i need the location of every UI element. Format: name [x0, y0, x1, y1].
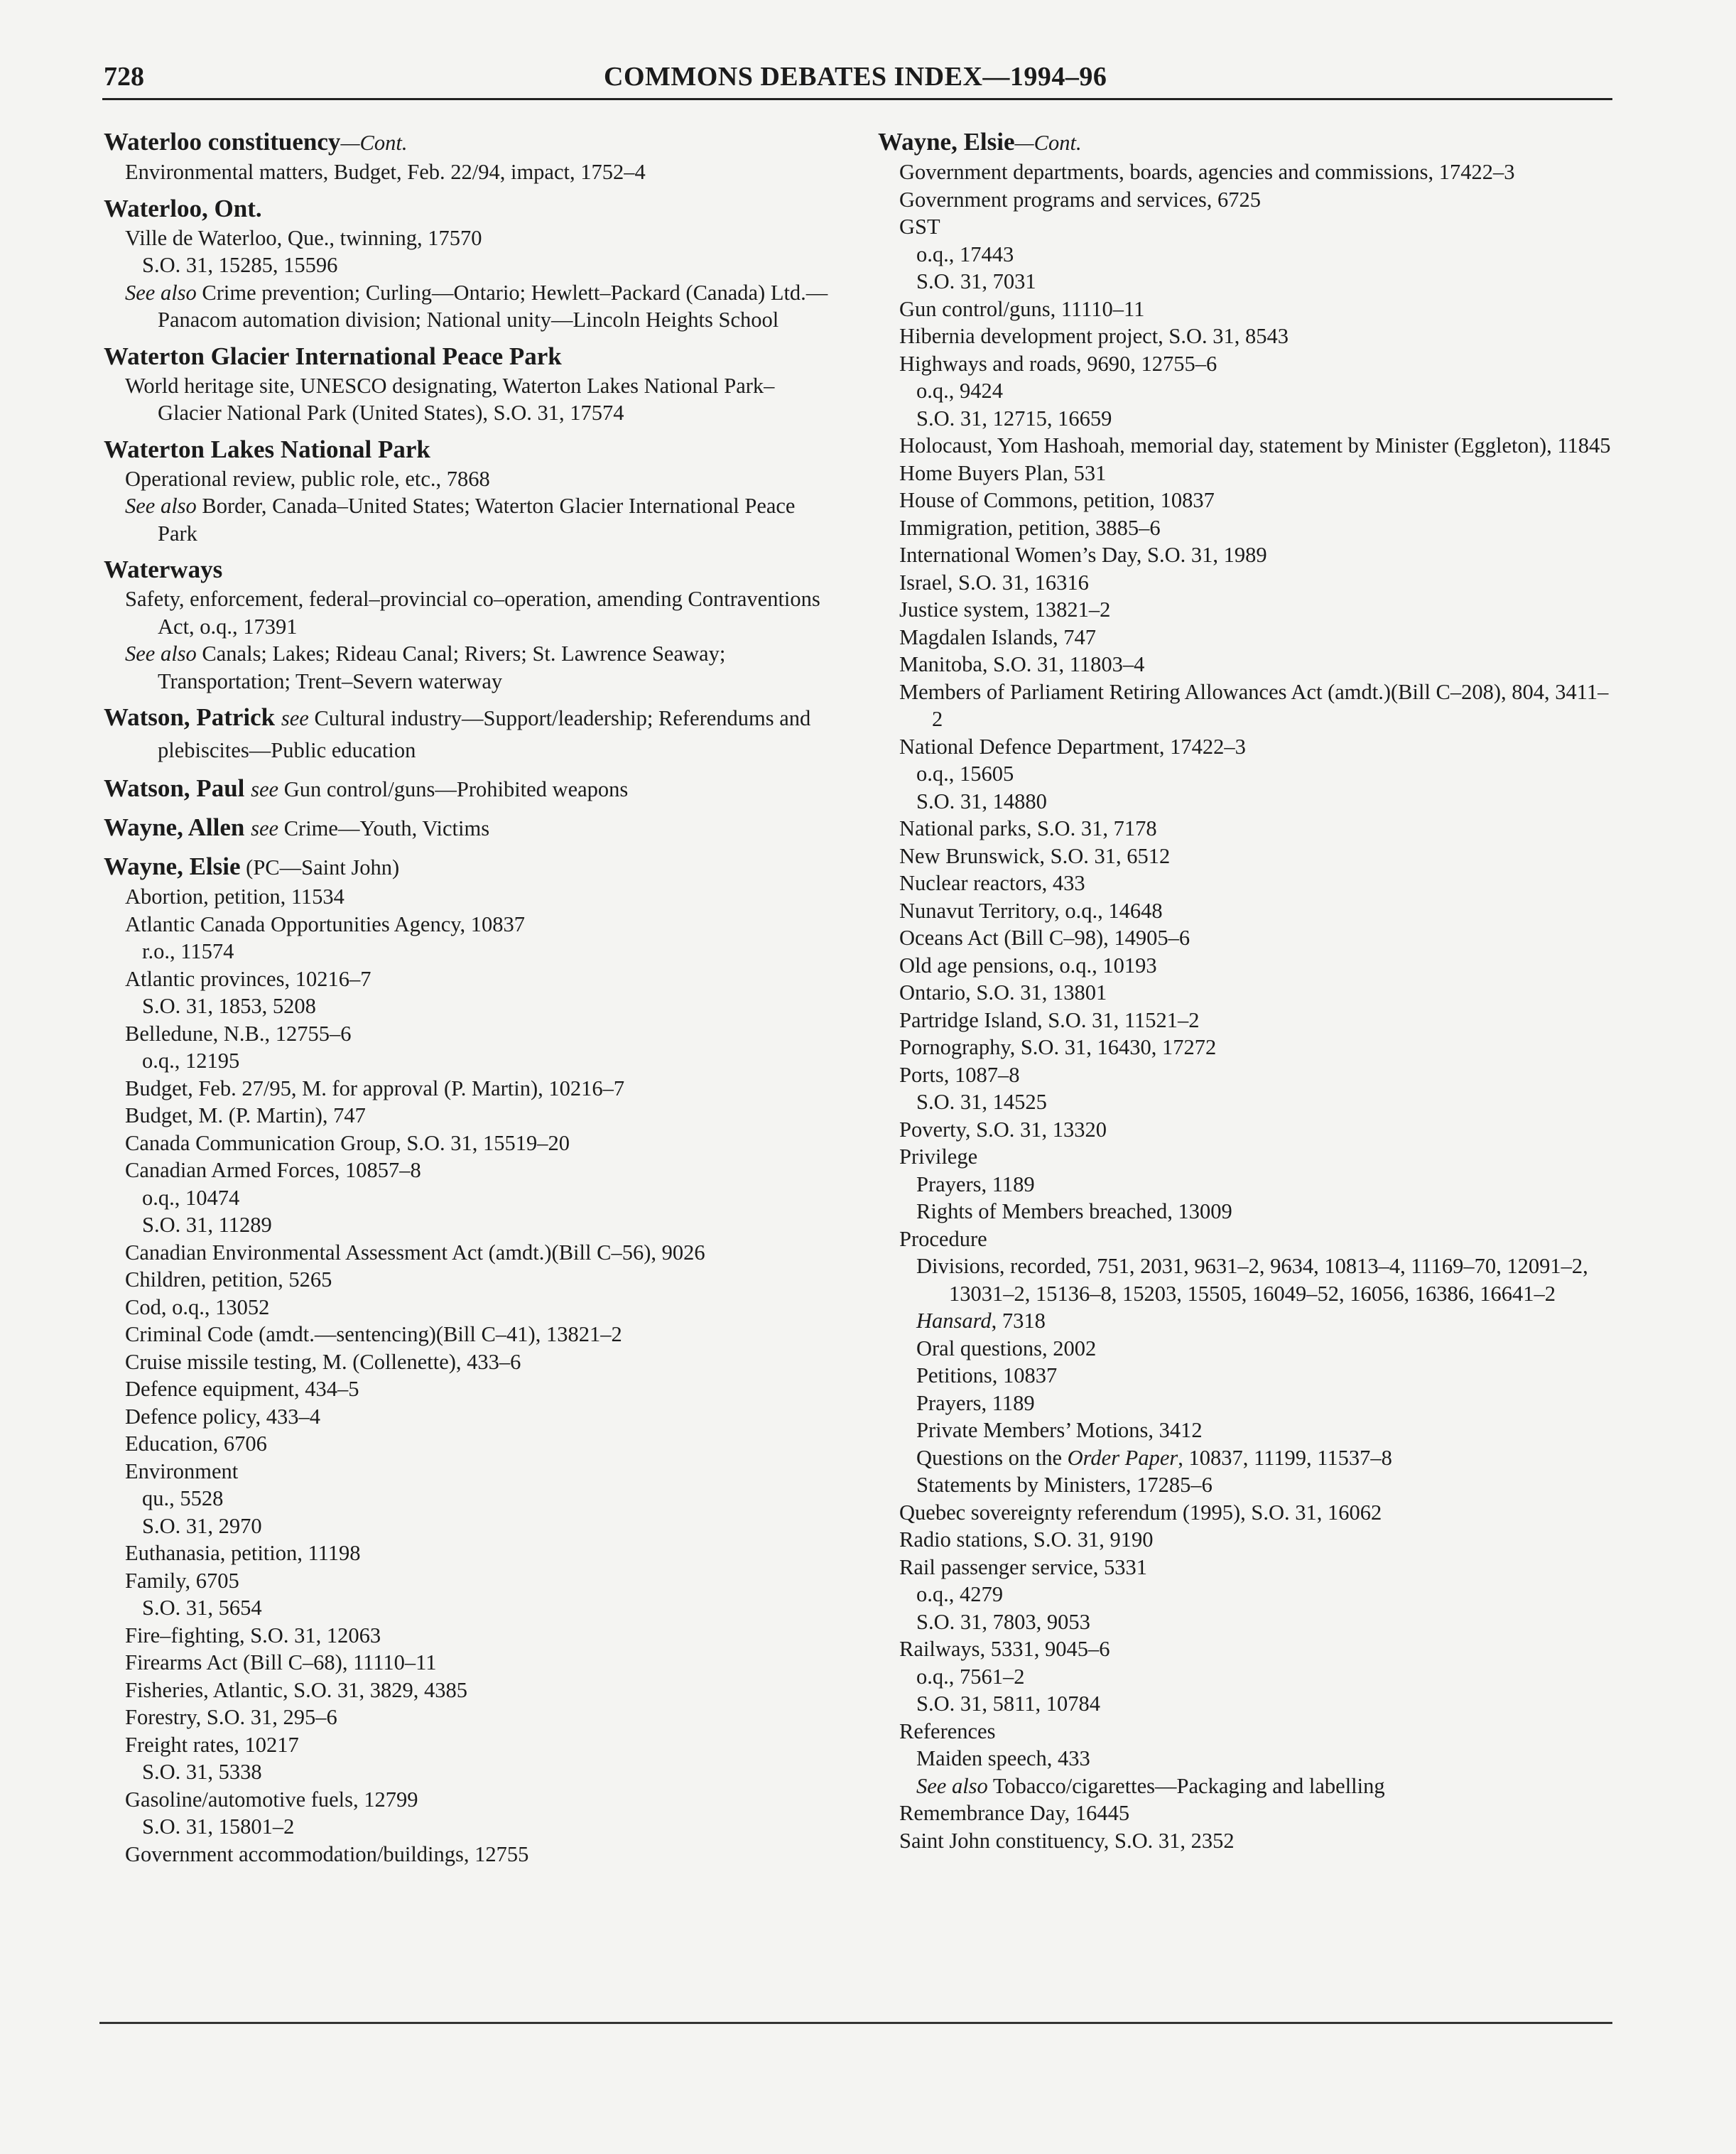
subentry: References — [899, 1719, 996, 1743]
subentry: S.O. 31, 7803, 9053 — [916, 1609, 1090, 1634]
subentry: Rights of Members breached, 13009 — [916, 1199, 1232, 1223]
entry-heading: Waterways — [104, 556, 223, 583]
subentry: Abortion, petition, 11534 — [125, 884, 345, 909]
see-also-label: See also — [125, 642, 197, 666]
right-column — [878, 126, 1617, 1854]
subentry: Highways and roads, 9690, 12755–6 — [899, 351, 1217, 376]
entry-watson-patrick — [104, 702, 835, 766]
see-text: Cultural industry—Support/leadership; Referendums and plebiscites—Public education — [158, 706, 811, 762]
subentry: Family, 6705 — [125, 1568, 239, 1593]
subentry: Cod, o.q., 13052 — [125, 1294, 270, 1319]
entry-heading: Watson, Paul — [104, 774, 245, 802]
subentry: o.q., 15605 — [916, 762, 1014, 786]
see-label: see — [251, 777, 279, 801]
entry-waterton-lakes — [104, 434, 835, 548]
subentry: World heritage site, UNESCO designating, Waterton Lakes National Park–Glacier National Park (United States), S.O. 31, 17574 — [125, 373, 775, 425]
subentry-text: Questions on the — [916, 1445, 1068, 1470]
see-also-text: Tobacco/cigarettes—Packaging and labelling — [987, 1773, 1385, 1798]
page-number: 728 — [104, 62, 144, 92]
subentry: Oral questions, 2002 — [916, 1336, 1097, 1360]
subentry: Old age pensions, o.q., 10193 — [899, 953, 1157, 978]
subentry: Government departments, boards, agencies and commissions, 17422–3 — [899, 160, 1515, 184]
subentry: Pornography, S.O. 31, 16430, 17272 — [899, 1035, 1217, 1059]
subentry: Atlantic Canada Opportunities Agency, 10837 — [125, 911, 525, 936]
subentry: Environmental matters, Budget, Feb. 22/94, impact, 1752–4 — [125, 160, 646, 184]
subentry: Holocaust, Yom Hashoah, memorial day, statement by Minister (Eggleton), 11845 — [899, 433, 1611, 458]
entry-waterloo-ont — [104, 193, 835, 334]
subentry: Rail passenger service, 5331 — [899, 1554, 1147, 1579]
entry-heading: Wayne, Elsie — [104, 853, 241, 880]
see-label: see — [251, 816, 279, 840]
subentry: Petitions, 10837 — [916, 1363, 1058, 1387]
see-also-reference — [104, 640, 835, 695]
subentry: Cruise missile testing, M. (Collenette), 433–6 — [125, 1349, 521, 1374]
see-also-reference — [878, 1773, 1617, 1800]
subentry: National Defence Department, 17422–3 — [899, 734, 1246, 759]
see-also-text: Crime prevention; Curling—Ontario; Hewlett–Packard (Canada) Ltd.—Panacom automation division; National unity—Lincoln Heights School — [158, 280, 828, 332]
see-label: see — [281, 706, 309, 730]
entry-wayne-elsie — [104, 851, 835, 1868]
see-also-label: See also — [125, 494, 197, 518]
subentry — [878, 1307, 1617, 1335]
subentry: Radio stations, S.O. 31, 9190 — [899, 1527, 1154, 1552]
subentry: Canadian Armed Forces, 10857–8 — [125, 1158, 421, 1182]
subentry: Nunavut Territory, o.q., 14648 — [899, 898, 1163, 923]
subentry: Euthanasia, petition, 11198 — [125, 1541, 361, 1565]
subentry: Atlantic provinces, 10216–7 — [125, 966, 371, 991]
subentry: International Women’s Day, S.O. 31, 1989 — [899, 543, 1267, 567]
subentry: Nuclear reactors, 433 — [899, 871, 1085, 895]
subentry: Statements by Ministers, 17285–6 — [916, 1473, 1213, 1497]
subentry: S.O. 31, 15801–2 — [142, 1814, 295, 1839]
subentry: S.O. 31, 14880 — [916, 789, 1047, 813]
subentry: Government accommodation/buildings, 12755 — [125, 1841, 529, 1866]
subentry: Criminal Code (amdt.—sentencing)(Bill C–41), 13821–2 — [125, 1322, 622, 1346]
footer-rule — [99, 2022, 1612, 2024]
subentry: Oceans Act (Bill C–98), 14905–6 — [899, 926, 1190, 950]
subentry: Education, 6706 — [125, 1432, 267, 1456]
subentry: Prayers, 1189 — [916, 1171, 1035, 1196]
subentry: Gasoline/automotive fuels, 12799 — [125, 1787, 418, 1812]
subentry: Defence policy, 433–4 — [125, 1404, 320, 1429]
subentry: GST — [899, 215, 940, 239]
subentry: Forestry, S.O. 31, 295–6 — [125, 1705, 337, 1729]
subentry: Budget, Feb. 27/95, M. for approval (P. Martin), 10216–7 — [125, 1076, 625, 1100]
entry-heading: Watson, Patrick — [104, 703, 276, 731]
subentry: Government programs and services, 6725 — [899, 187, 1262, 212]
subentry-text: , 7318 — [991, 1309, 1046, 1333]
entry-heading: Wayne, Elsie — [878, 128, 1015, 156]
subentry: Ville de Waterloo, Que., twinning, 17570 — [125, 225, 482, 250]
entry-waterloo-constituency — [104, 126, 835, 186]
see-also-text: Border, Canada–United States; Waterton Glacier International Peace Park — [158, 494, 796, 546]
continued-heading — [878, 126, 1617, 158]
subentry: Partridge Island, S.O. 31, 11521–2 — [899, 1007, 1200, 1032]
subentry: Hibernia development project, S.O. 31, 8543 — [899, 324, 1289, 348]
subentry: Prayers, 1189 — [916, 1390, 1035, 1415]
subentry: Children, petition, 5265 — [125, 1267, 332, 1292]
subentry: House of Commons, petition, 10837 — [899, 488, 1215, 512]
subentry: S.O. 31, 11289 — [142, 1213, 272, 1237]
subentry-text: , 10837, 11199, 11537–8 — [1178, 1445, 1392, 1470]
subentry: o.q., 10474 — [142, 1185, 240, 1210]
subentry: Ontario, S.O. 31, 13801 — [899, 980, 1107, 1005]
subentry: Privilege — [899, 1144, 978, 1169]
subentry: Israel, S.O. 31, 16316 — [899, 570, 1089, 595]
subentry: S.O. 31, 1853, 5208 — [142, 994, 316, 1018]
subentry: Freight rates, 10217 — [125, 1732, 299, 1757]
subentry: Budget, M. (P. Martin), 747 — [125, 1103, 366, 1127]
subentry: Safety, enforcement, federal–provincial co–operation, amending Contraventions Act, o.q., 17391 — [125, 587, 820, 639]
subentry: Fisheries, Atlantic, S.O. 31, 3829, 4385 — [125, 1677, 468, 1702]
subentry: o.q., 7561–2 — [916, 1664, 1025, 1689]
subentry: Private Members’ Motions, 3412 — [916, 1418, 1203, 1442]
subentry: S.O. 31, 5654 — [142, 1596, 262, 1620]
subentry — [878, 1444, 1617, 1472]
entry-heading: Waterton Glacier International Peace Park — [104, 342, 562, 370]
subentry: o.q., 12195 — [142, 1049, 240, 1073]
subentry: Saint John constituency, S.O. 31, 2352 — [899, 1828, 1235, 1853]
entry-waterton-glacier — [104, 341, 835, 427]
subentry: S.O. 31, 15285, 15596 — [142, 253, 338, 277]
see-text: Crime—Youth, Victims — [278, 816, 490, 840]
subentry: Quebec sovereignty referendum (1995), S.O. 31, 16062 — [899, 1500, 1382, 1525]
subentry: o.q., 9424 — [916, 379, 1003, 403]
see-text: Gun control/guns—Prohibited weapons — [278, 777, 629, 801]
subentry: Maiden speech, 433 — [916, 1746, 1090, 1770]
subentry: qu., 5528 — [142, 1486, 224, 1510]
subentry: Canadian Environmental Assessment Act (amdt.)(Bill C–56), 9026 — [125, 1240, 705, 1265]
party-affiliation: (PC—Saint John) — [240, 855, 400, 880]
subentry: Justice system, 13821–2 — [899, 597, 1111, 622]
italic-title: Order Paper — [1067, 1445, 1178, 1470]
entry-heading: Waterloo, Ont. — [104, 194, 262, 222]
subentry: S.O. 31, 12715, 16659 — [916, 406, 1112, 431]
subentry: S.O. 31, 5811, 10784 — [916, 1692, 1100, 1716]
header-rule — [102, 98, 1612, 100]
subentry: Divisions, recorded, 751, 2031, 9631–2, 9634, 10813–4, 11169–70, 12091–2, 13031–2, 15136–8, 15203, 15505, 16049–52, 16056, 16386, 16641–2 — [916, 1254, 1588, 1306]
subentry: Gun control/guns, 11110–11 — [899, 296, 1145, 321]
cont-marker: —Cont. — [1014, 131, 1082, 155]
subentry: Railways, 5331, 9045–6 — [899, 1637, 1110, 1661]
subentry: Canada Communication Group, S.O. 31, 15519–20 — [125, 1130, 570, 1155]
see-also-label: See also — [125, 280, 197, 305]
entry-heading: Waterloo constituency — [104, 128, 341, 156]
subentry: S.O. 31, 2970 — [142, 1513, 262, 1538]
entry-heading: Wayne, Allen — [104, 813, 245, 841]
italic-title: Hansard — [916, 1309, 992, 1333]
subentry: Defence equipment, 434–5 — [125, 1377, 359, 1401]
subentry: Firearms Act (Bill C–68), 11110–11 — [125, 1650, 437, 1674]
cont-marker: —Cont. — [340, 131, 408, 155]
subentry: Immigration, petition, 3885–6 — [899, 515, 1161, 540]
see-also-reference — [104, 279, 835, 334]
see-also-text: Canals; Lakes; Rideau Canal; Rivers; St. Lawrence Seaway; Transportation; Trent–Severn waterway — [158, 642, 726, 693]
see-also-label: See also — [916, 1773, 988, 1798]
entry-watson-paul — [104, 773, 835, 805]
subentry: Operational review, public role, etc., 7868 — [125, 466, 490, 491]
subentry: Fire–fighting, S.O. 31, 12063 — [125, 1623, 381, 1647]
subentry: National parks, S.O. 31, 7178 — [899, 816, 1157, 840]
subentry: Environment — [125, 1458, 239, 1483]
subentry: Magdalen Islands, 747 — [899, 624, 1096, 649]
subentry: Members of Parliament Retiring Allowances Act (amdt.)(Bill C–208), 804, 3411–2 — [899, 679, 1609, 731]
subentry: o.q., 4279 — [916, 1582, 1003, 1606]
subentry: r.o., 11574 — [142, 939, 234, 963]
subentry: New Brunswick, S.O. 31, 6512 — [899, 843, 1171, 868]
subentry: Ports, 1087–8 — [899, 1062, 1020, 1087]
subentry: Procedure — [899, 1226, 987, 1251]
subentry: Home Buyers Plan, 531 — [899, 460, 1107, 485]
subentry: o.q., 17443 — [916, 242, 1014, 266]
subentry: S.O. 31, 5338 — [142, 1760, 262, 1784]
subentry: Poverty, S.O. 31, 13320 — [899, 1117, 1107, 1142]
running-title: COMMONS DEBATES INDEX—1994–96 — [604, 62, 1107, 92]
see-also-reference — [104, 492, 835, 547]
subentry: Manitoba, S.O. 31, 11803–4 — [899, 652, 1145, 676]
entry-heading: Waterton Lakes National Park — [104, 435, 430, 463]
left-column — [104, 126, 835, 1875]
subentry: Remembrance Day, 16445 — [899, 1801, 1130, 1825]
subentry: Belledune, N.B., 12755–6 — [125, 1021, 352, 1046]
entry-waterways — [104, 554, 835, 695]
subentry: S.O. 31, 7031 — [916, 269, 1036, 293]
entry-wayne-allen — [104, 812, 835, 844]
subentry: S.O. 31, 14525 — [916, 1090, 1047, 1114]
